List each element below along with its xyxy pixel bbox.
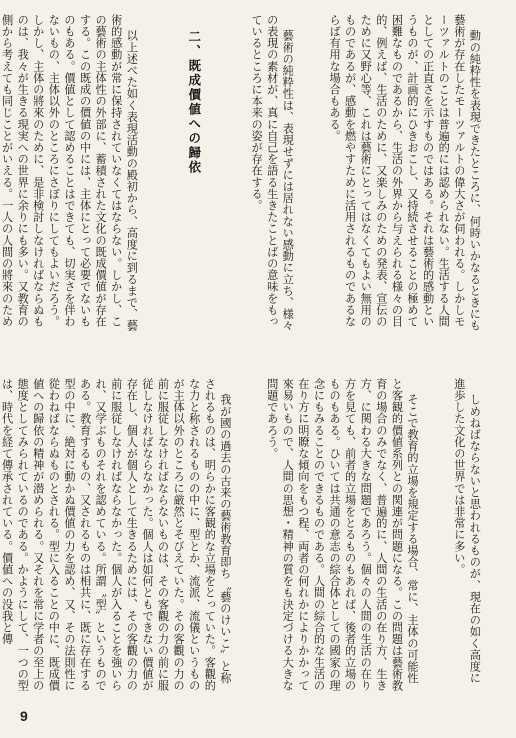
section-divider xyxy=(14,356,502,357)
paragraph: 以上述べた如く表現活動の殿初から、高度に到るまで、藝術的感動が常に保持されていなくてはならない。しかし、この藝術の主体性の外部に、蓄積された文化の既成價値が存在する。この既成の價値の中には、主体にとって必要でないものもある。價値として認めることはできても、切実さを伴わないもの、主体以外のところにさぼりにしてもよいだろう。しかし、主体の將來のために、是非検討しなければならぬものは、我々が生きる現実への世界に余りにも多い。又教育の側から考えても同じことがいえる。一人の人間の將來のため xyxy=(0,14,139,332)
section-heading: 二、既成價値への歸依 xyxy=(186,29,202,175)
paragraph: 動の純粋性を表現できたところに、何時いかなるときにも藝術が存在したモーツァルトの偉大さが伺われる。しかしモーツァルトのことは普遍的には認められない。生活する人間としての正直さを示すものではある。それは藝術的感動というものが、計画的にひきおこし、又持続させることの極めて困難なものであるから、生活の外界から与えられる様々の目的、例えば、生活のために、又楽しみのための発表、宣伝のために又野心等、これは藝術にとってはなくてもよい無用のものであるが、感動を燃やすために活用されるものであるならば有用な場合もある。 xyxy=(328,14,482,332)
paragraph: しめねばならないと思われるものが、現在の如く高度に進歩した文化の世界では非常に多い。 xyxy=(452,378,482,684)
page-number: 9 xyxy=(20,708,28,724)
lower-text-block xyxy=(0,378,498,694)
paragraph: 我が國の過去の古来の藝術教育即ち〝藝のけいこ〟と称されるものは、明らかに客観的な立場をとっていた。客觀的な力と称されるものの中に、型とか、流派、流儀というものが主体以外のところに厳然とそびえていた。その客觀の力の前に服従しなければならないものは、その客觀の力の前に服従しなければならなかった。個人は如何ともできない價値が存在し、個人が個人として生きるためには、その客觀の力の前に服従しなければならなかった。個人が入ることを強いられ、又学ぶものそれを認めている。所謂〝型〟というものである。教育するもの、又されるものは相共に、既に存在する型の中に、絶対に動かぬ價値の力を認め、又、その法則性に從わねばならぬものとされる。型に入ることの中に、既成價値への歸依の精神が潜められる。又それを常に学者の至上の態度としてみられているのである。かようにして、一つの型は、時代を経て傳承されている。價値への没我と傳 xyxy=(0,378,232,692)
upper-text-block xyxy=(0,14,498,332)
paragraph: 藝術の純粋性は、表現せずには居れない感動に立ち、様々の表現の素材が、真に自己を語る生きたことばの意味をもっているところに本来の姿が存在する。 xyxy=(250,14,295,332)
paragraph: そこで教育的立場を規定する場合、常に、主体の可能性と客観的價値系列との関連が問題になる。この問題は藝術教育の場合のみでなく、普遍的に、人間の生活の在り方、生き方、に関わる大きな問題であろう。個々の人間の生活の在り方を見ても、前者的立場をとるものもあれば、後者的立場のものもある。ひいては共通の意志の綜合体としての國家の理念にもみることのできるものである。人間の綜合的な生活の在り方に明瞭な傾向をもつ程、両者の何れかによりかかって來易いもので、人間の思想・精神の質をも決定づける大きな問題であろう。 xyxy=(265,378,420,692)
